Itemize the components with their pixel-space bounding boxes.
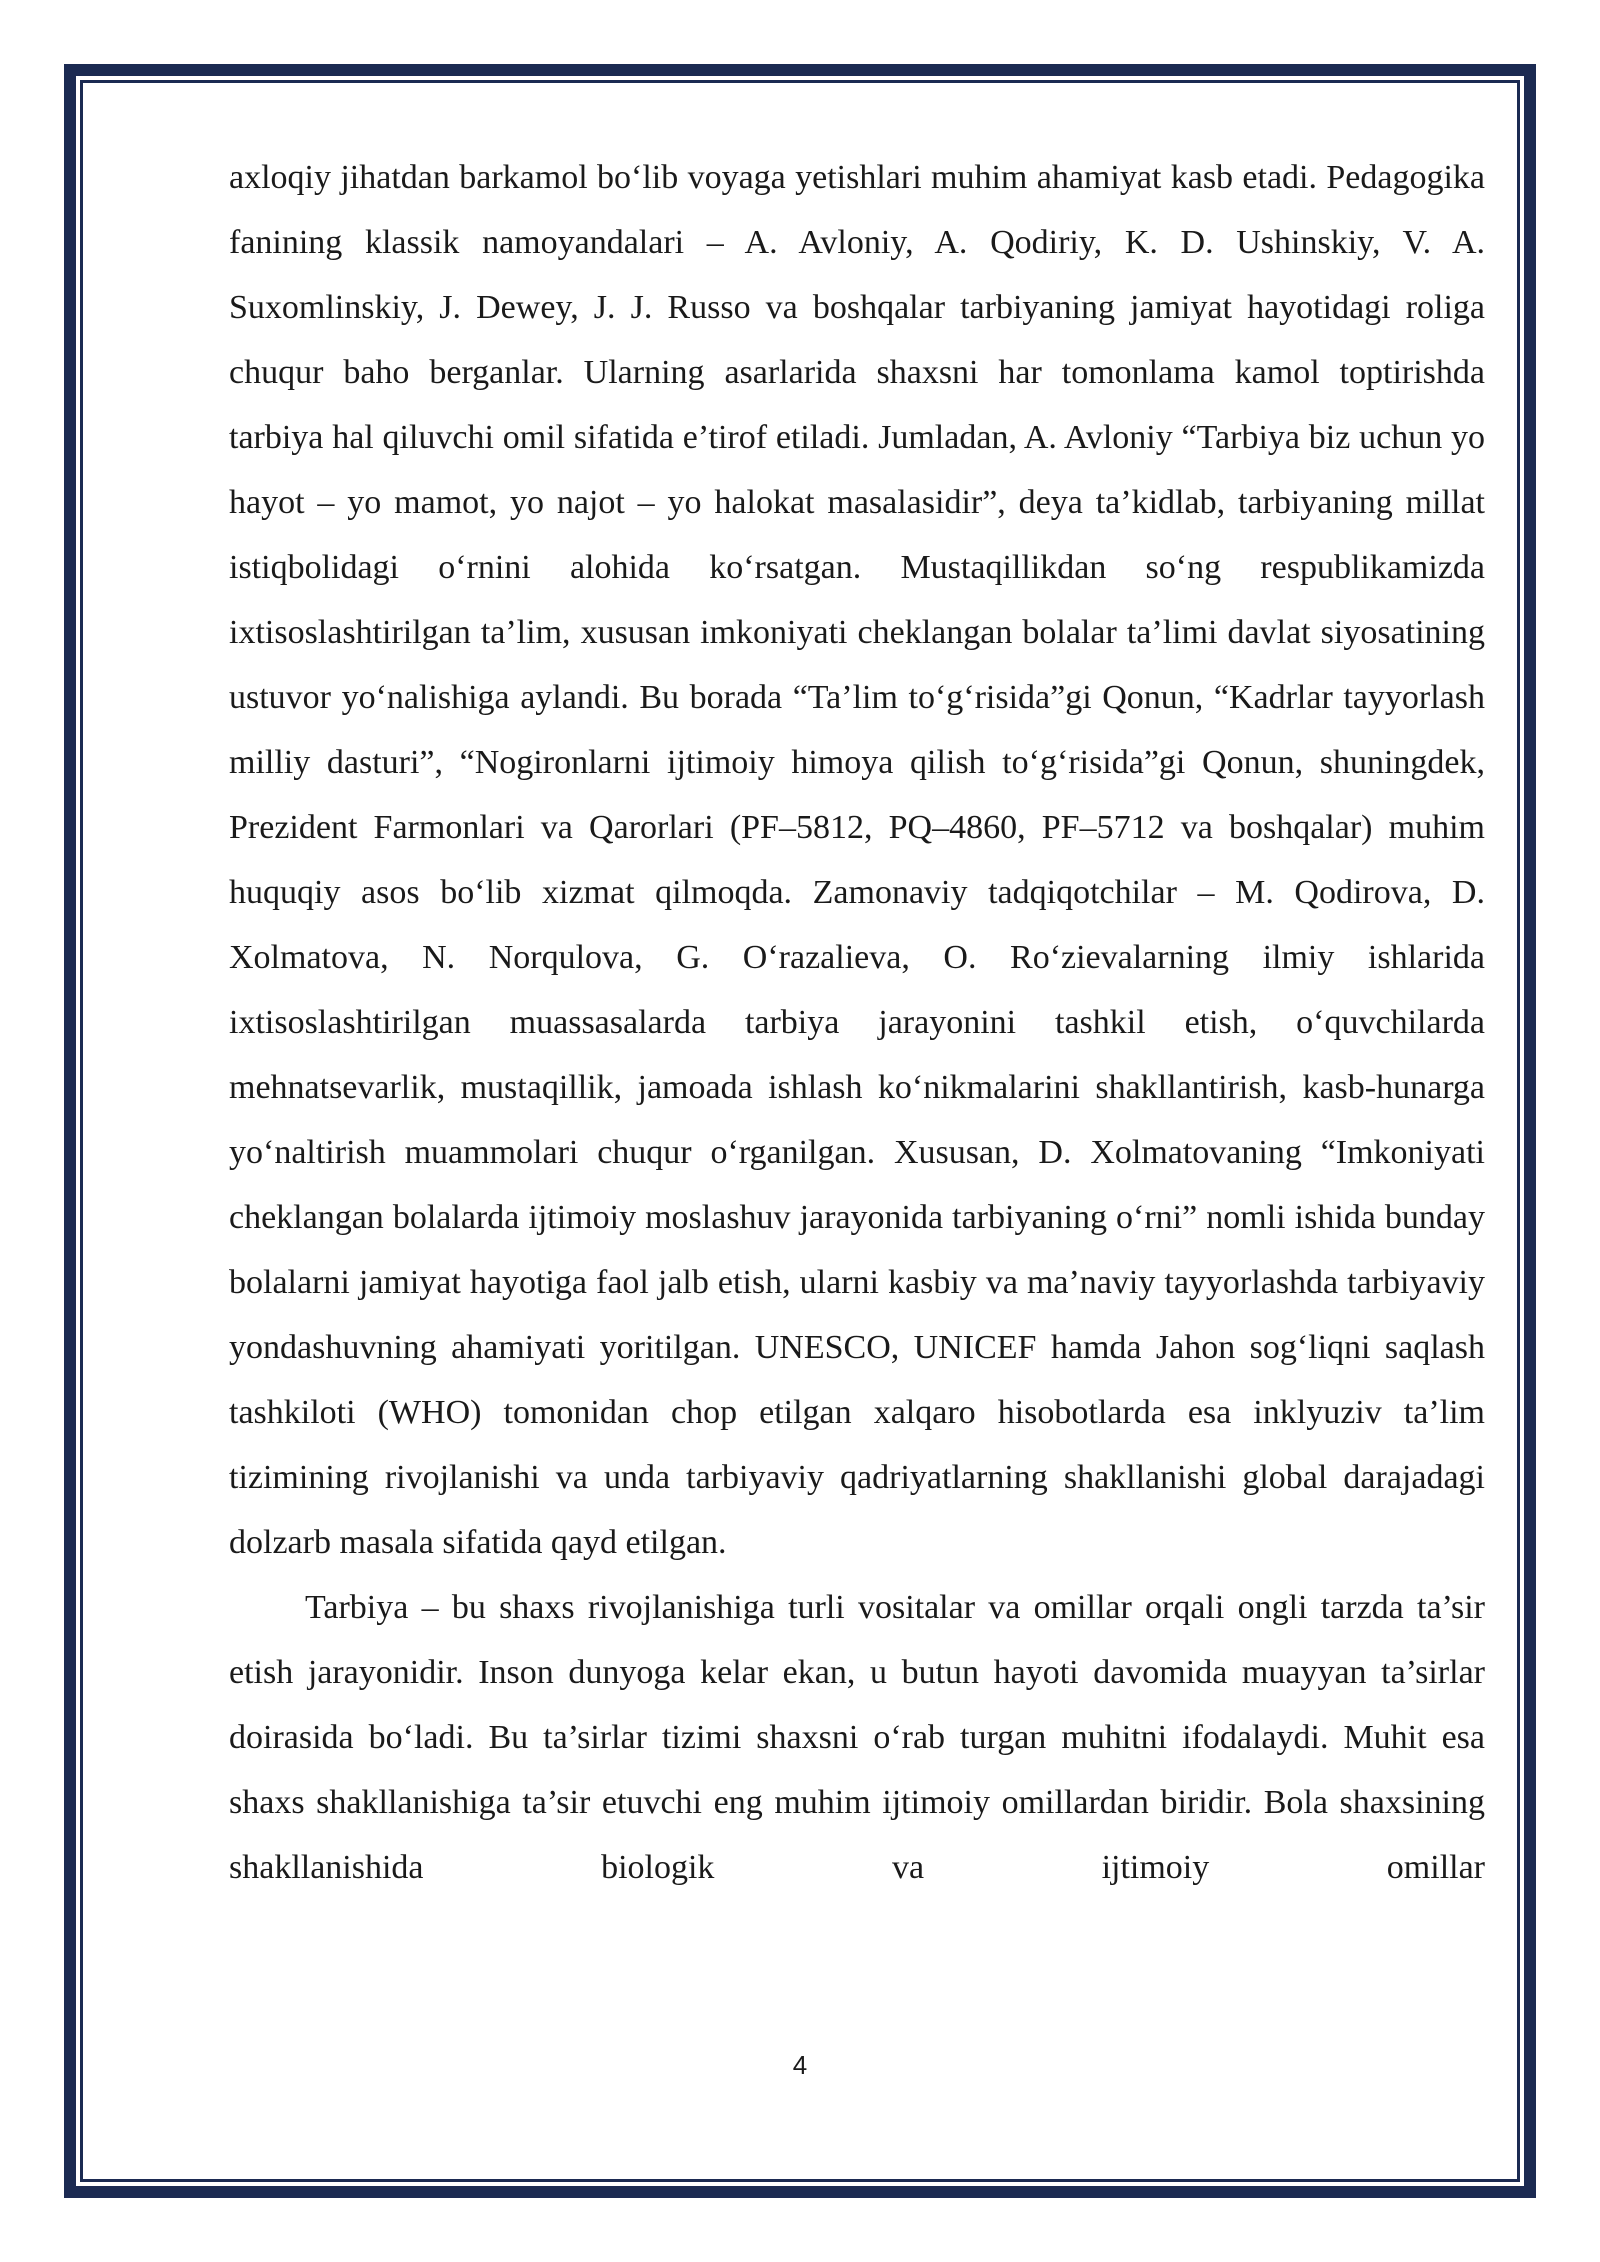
paragraph-1: axloqiy jihatdan barkamol boʻlib voyaga yetishlari muhim ahamiyat kasb etadi. Pedagogika fanining klassik namoyandalari – A. Avloniy, A. Qodiriy, K. D. Ushinskiy, V. A. Suxomlinskiy, J. Dewey, J. J. Russo va boshqalar tarbiyaning jamiyat hayotidagi roliga chuqur baho berganlar. Ularning asarlarida shaxsni har tomonlama kamol toptirishda tarbiya hal qiluvchi omil sifatida e’tirof etiladi. Jumladan, A. Avloniy “Tarbiya biz uchun yo hayot – yo mamot, yo najot – yo halokat masalasidir”, deya ta’kidlab, tarbiyaning millat istiqbolidagi oʻrnini alohida koʻrsatgan. Mustaqillikdan soʻng respublikamizda ixtisoslashtirilgan ta’lim, xususan imkoniyati cheklangan bolalar ta’limi davlat siyosatining ustuvor yoʻnalishiga aylandi. Bu borada “Ta’lim toʻgʻrisida”gi Qonun, “Kadrlar tayyorlash milliy dasturi”, “Nogironlarni ijtimoiy himoya qilish toʻgʻrisida”gi Qonun, shuningdek, Prezident Farmonlari va Qarorlari (PF–5812, PQ–4860, PF–5712 va boshqalar) muhim huquqiy asos boʻlib xizmat qilmoqda. Zamonaviy tadqiqotchilar – M. Qodirova, D. Xolmatova, N. Norqulova, G. Oʻrazalieva, O. Roʻzievalarning ilmiy ishlarida ixtisoslashtirilgan muassasalarda tarbiya jarayonini tashkil etish, oʻquvchilarda mehnatsevarlik, mustaqillik, jamoada ishlash koʻnikmalarini shakllantirish, kasb-hunarga yoʻnaltirish muammolari chuqur oʻrganilgan. Xususan, D. Xolmatovaning “Imkoniyati cheklangan bolalarda ijtimoiy moslashuv jarayonida tarbiyaning oʻrni” nomli ishida bunday bolalarni jamiyat hayotiga faol jalb etish, ularni kasbiy va ma’naviy tayyorlashda tarbiyaviy yondashuvning ahamiyati yoritilgan. UNESCO, UNICEF hamda Jahon sogʻliqni saqlash tashkiloti (WHO) tomonidan chop etilgan xalqaro hisobotlarda esa inklyuziv ta’lim tizimining rivojlanishi va unda tarbiyaviy qadriyatlarning shakllanishi global darajadagi dolzarb masala sifatida qayd etilgan.	[229, 159, 1485, 1561]
page-number: 4	[792, 2050, 808, 2080]
page-content	[229, 145, 1485, 1900]
paragraph-2: Tarbiya – bu shaxs rivojlanishiga turli vositalar va omillar orqali ongli tarzda ta’sir etish jarayonidir. Inson dunyoga kelar ekan, u butun hayoti davomida muayyan ta’sirlar doirasida boʻladi. Bu ta’sirlar tizimi shaxsni oʻrab turgan muhitni ifodalaydi. Muhit esa shaxs shakllanishiga ta’sir etuvchi eng muhim ijtimoiy omillardan biridir. Bola shaxsining shakllanishida biologik va ijtimoiy omillar	[229, 1589, 1485, 1886]
